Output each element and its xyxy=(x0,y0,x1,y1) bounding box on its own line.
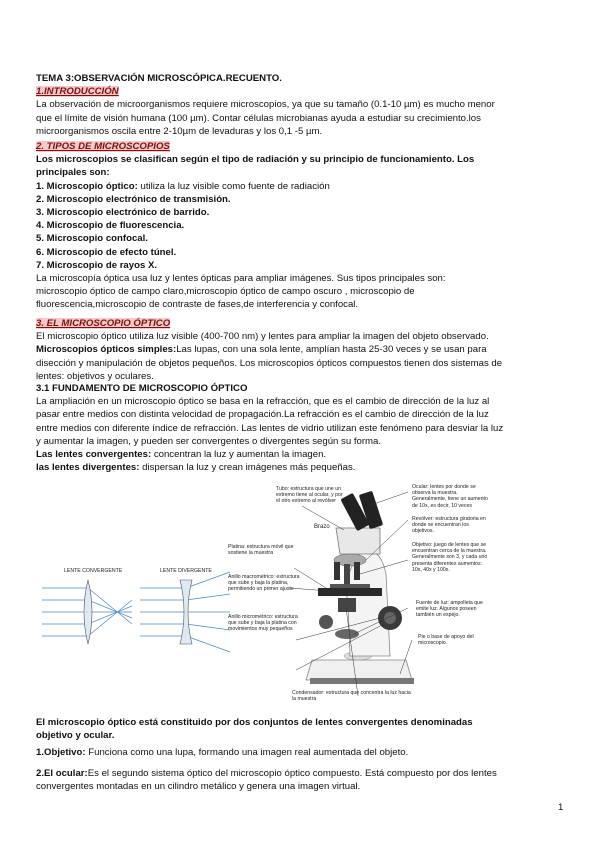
list-item: 5. Microscopio confocal. xyxy=(36,233,148,245)
page-number: 1 xyxy=(558,802,564,813)
lens-left-label: LENTE CONVERGENTE xyxy=(64,568,123,574)
s1-line-2: que el límite de visión humana (100 µm). Contar células microbianas ayuda a estudiar su crecimiento.los xyxy=(36,112,481,124)
label-platina: Platina: estructura móvil que sostiene la muestra xyxy=(228,544,294,557)
s2-intro-1: Los microscopios se clasifican según el tipo de radiación y su principio de funcionamiento. Los xyxy=(36,154,475,166)
s4-intro-1: El microscopio óptico está constituido por dos conjuntos de lentes convergentes denominadas xyxy=(36,717,473,728)
label-anillo-micrometrico: Anillo micrométrico: estructura que sube y baja la platina con movimientos muy pequeños xyxy=(228,614,298,633)
label-anillo-macrometrico: Anillo macrométrico: estructura que sube y baja la platina, permitiendo un primer ajuste xyxy=(228,574,300,593)
label-tubo: Tubo: estructura que une un extremo tiene al ocular, y por el otro extremo al revólver xyxy=(276,486,343,505)
label-brazo: Brazo xyxy=(314,524,330,530)
s2-para-2: microscopio óptico de campo claro,microscopio óptico de campo oscuro , microscopio de xyxy=(36,286,415,298)
s3-simples: Microscopios ópticos simples:Las lupas, con una sola lente, amplían hasta 25-30 veces y se usan para xyxy=(36,344,487,356)
label-objetivo: Objetivo: juego de lentes que se encuentran cerca de la muestra. Generalmente son 3, y cada uno presenta diferentes aumentos: 10x, 40x y 100x. xyxy=(412,542,488,573)
lens-right-label: LENTE DIVERGENTE xyxy=(160,568,212,574)
section-heading-2: 2. TIPOS DE MICROSCOPIOS xyxy=(36,141,170,152)
s31-line-4: y aumentar la imagen, y pueden ser convergentes o divergentes según su forma. xyxy=(36,435,382,447)
s31-divergentes: las lentes divergentes: dispersan la luz y crean imágenes más pequeñas. xyxy=(36,462,356,474)
label-fuente-de-luz: Fuente de luz: ampolleta que emite luz. Algunos poseen también un espejo. xyxy=(416,600,483,619)
label-pie: Pie o base de apoyo del microscopio. xyxy=(418,634,474,647)
s4-objetivo: 1.Objetivo: Funciona como una lupa, formando una imagen real aumentada del objeto. xyxy=(36,747,409,758)
s4-intro-2: objetivo y ocular. xyxy=(36,730,115,742)
list-item: 7. Microscopio de rayos X. xyxy=(36,259,158,271)
s3-line-1: El microscopio óptico utiliza luz visible (400-700 nm) y lentes para ampliar la imagen del objeto observado. xyxy=(36,331,489,343)
s31-convergentes: Las lentes convergentes: concentran la luz y aumentan la imagen. xyxy=(36,449,327,461)
list-item: 1. Microscopio óptico: utiliza la luz visible como fuente de radiación xyxy=(36,180,330,192)
label-condensador: Condensador: estructura que concentra la luz hacia la muestra xyxy=(292,690,411,703)
section-heading-1: 1.INTRODUCCIÓN xyxy=(36,86,119,98)
s2-intro-2: principales son: xyxy=(36,167,110,179)
section-heading-3: 3. EL MICROSCOPIO ÓPTICO xyxy=(36,318,171,329)
list-item: 6. Microscopio de efecto túnel. xyxy=(36,246,177,258)
s3-line-4: lentes: objetivos y oculares. xyxy=(36,370,154,382)
list-item: 3. Microscopio electrónico de barrido. xyxy=(36,207,210,219)
s4-ocular: 2.El ocular:Es el segundo sistema óptico del microscopio óptico compuesto. Está compuesto por dos lentes xyxy=(36,768,497,779)
convergent-lens-diagram xyxy=(42,566,134,656)
microscope-icon xyxy=(230,484,590,704)
s31-line-2: pasar entre medios con distinta velocidad de propagación.La refracción es el cambio de dirección de la luz xyxy=(36,409,489,421)
list-item: 2. Microscopio electrónico de transmisión. xyxy=(36,193,231,205)
s3-line-3: disección y manipulación de objetos pequeños. Los microscopios ópticos compuestos tienen dos sistemas de xyxy=(36,357,503,369)
s31-line-1: La ampliación en un microscopio óptico se basa en la refracción, que es el cambio de dirección de la luz al xyxy=(36,396,490,408)
s2-para-1: La microscopía óptica usa luz y lentes ópticas para ampliar imágenes. Sus tipos principales son: xyxy=(36,273,446,285)
list-item: 4. Microscopio de fluorescencia. xyxy=(36,220,185,232)
page-title: TEMA 3:OBSERVACIÓN MICROSCÓPICA.RECUENTO. xyxy=(36,73,282,84)
divergent-lens-diagram xyxy=(140,566,232,656)
microscope-figure xyxy=(230,484,590,704)
label-revolver: Revólver: estructura giratoria en donde se encuentran los objetivos. xyxy=(412,516,486,535)
section-heading-3-1: 3.1 FUNDAMENTO DE MICROSCOPIO ÓPTICO xyxy=(36,383,248,394)
s1-line-1: La observación de microorganismos requiere microscopios, ya que su tamaño (0.1-10 µm) es mucho menor xyxy=(36,99,495,111)
s31-line-3: entre medios con diferente índice de refracción. Las lentes de vidrio utilizan este fenómeno para desviar la luz xyxy=(36,422,504,434)
s2-para-3: fluorescencia,microscopio de contraste de fases,de interferencia y confocal. xyxy=(36,299,359,311)
s4-ocular-2: convergentes montadas en un cilindro metálico y genera una imagen virtual. xyxy=(36,781,361,793)
label-ocular: Ocular: lentes por donde se observa la muestra. Generalmente, tiene un aumento de 10x, es decir, 10 veces xyxy=(412,484,488,509)
s1-line-3: microorganismos oscila entre 2-10µm de levaduras y los 0,1 -5 µm. xyxy=(36,125,323,137)
